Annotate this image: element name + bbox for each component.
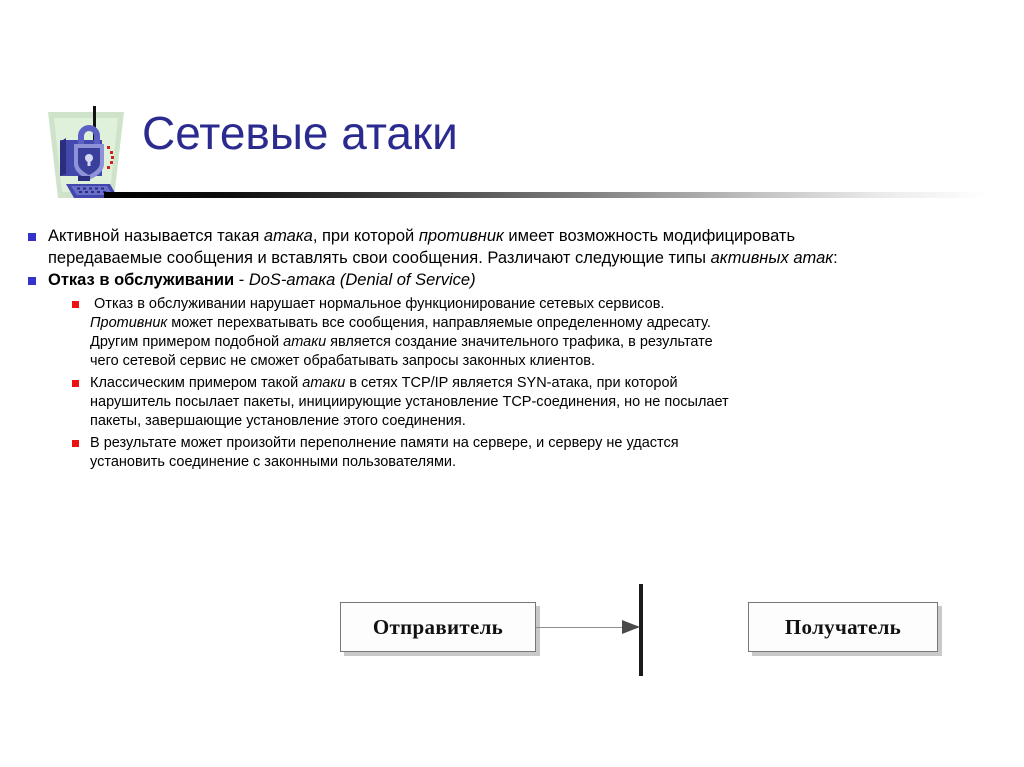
sub-bullet-dos-description [48, 295, 738, 371]
bullet-marker-icon [28, 277, 36, 285]
sub-bullet-text: Классическим примером такой атаки в сетях TCP/IP является SYN-атака, при которой нарушитель посылает пакеты, инициирующие установление TCP-соединения, но не посылает пакеты, завершающие установление этого соединения. [90, 374, 729, 429]
attack-block-bar [639, 584, 643, 676]
diagram-sender-box [340, 602, 536, 652]
page-title: Сетевые атаки [142, 107, 458, 159]
blocked-message-arrow-head-icon [622, 620, 640, 634]
sub-bullet-memory-overflow-result [48, 434, 738, 472]
diagram-sender-label: Отправитель [372, 614, 504, 639]
bullet-text: Отказ в обслуживании - DoS-атака (Denial of Service) [48, 271, 476, 289]
sub-bullet-text: В результате может произойти переполнение памяти на сервере, и серверу не удастся установить соединение с законными пользователями. [90, 434, 679, 470]
bullet-denial-of-service-heading [0, 270, 858, 472]
bullet-list-level2 [48, 295, 858, 472]
bullet-text: Активной называется такая атака, при которой противник имеет возможность модифицировать передаваемые сообщения и вставлять свои сообщения. Различают следующие типы активных атак: [48, 227, 838, 267]
bullet-list-level1 [0, 226, 1024, 472]
sub-bullet-marker-icon [72, 440, 79, 447]
bullet-active-attack-definition [0, 226, 858, 269]
message-flow-diagram [336, 584, 956, 680]
diagram-receiver-label: Получатель [784, 614, 902, 639]
sub-bullet-syn-attack-example [48, 374, 738, 431]
title-divider-rule [104, 192, 988, 198]
diagram-receiver-box [748, 602, 938, 652]
sub-bullet-marker-icon [72, 380, 79, 387]
sub-bullet-text: Отказ в обслуживании нарушает нормальное функционирование сетевых сервисов. Противник может перехватывать все сообщения, направляемые определенному адресату. Другим примером подобной атаки является создание значительного трафика, в результате чего сетевой сервис не сможет обрабатывать запросы законных клиентов. [90, 295, 713, 369]
computer-lock-icon [44, 106, 128, 206]
slide-body [0, 226, 1024, 475]
blocked-message-arrow-line [536, 627, 634, 628]
bullet-marker-icon [28, 233, 36, 241]
sub-bullet-marker-icon [72, 301, 79, 308]
